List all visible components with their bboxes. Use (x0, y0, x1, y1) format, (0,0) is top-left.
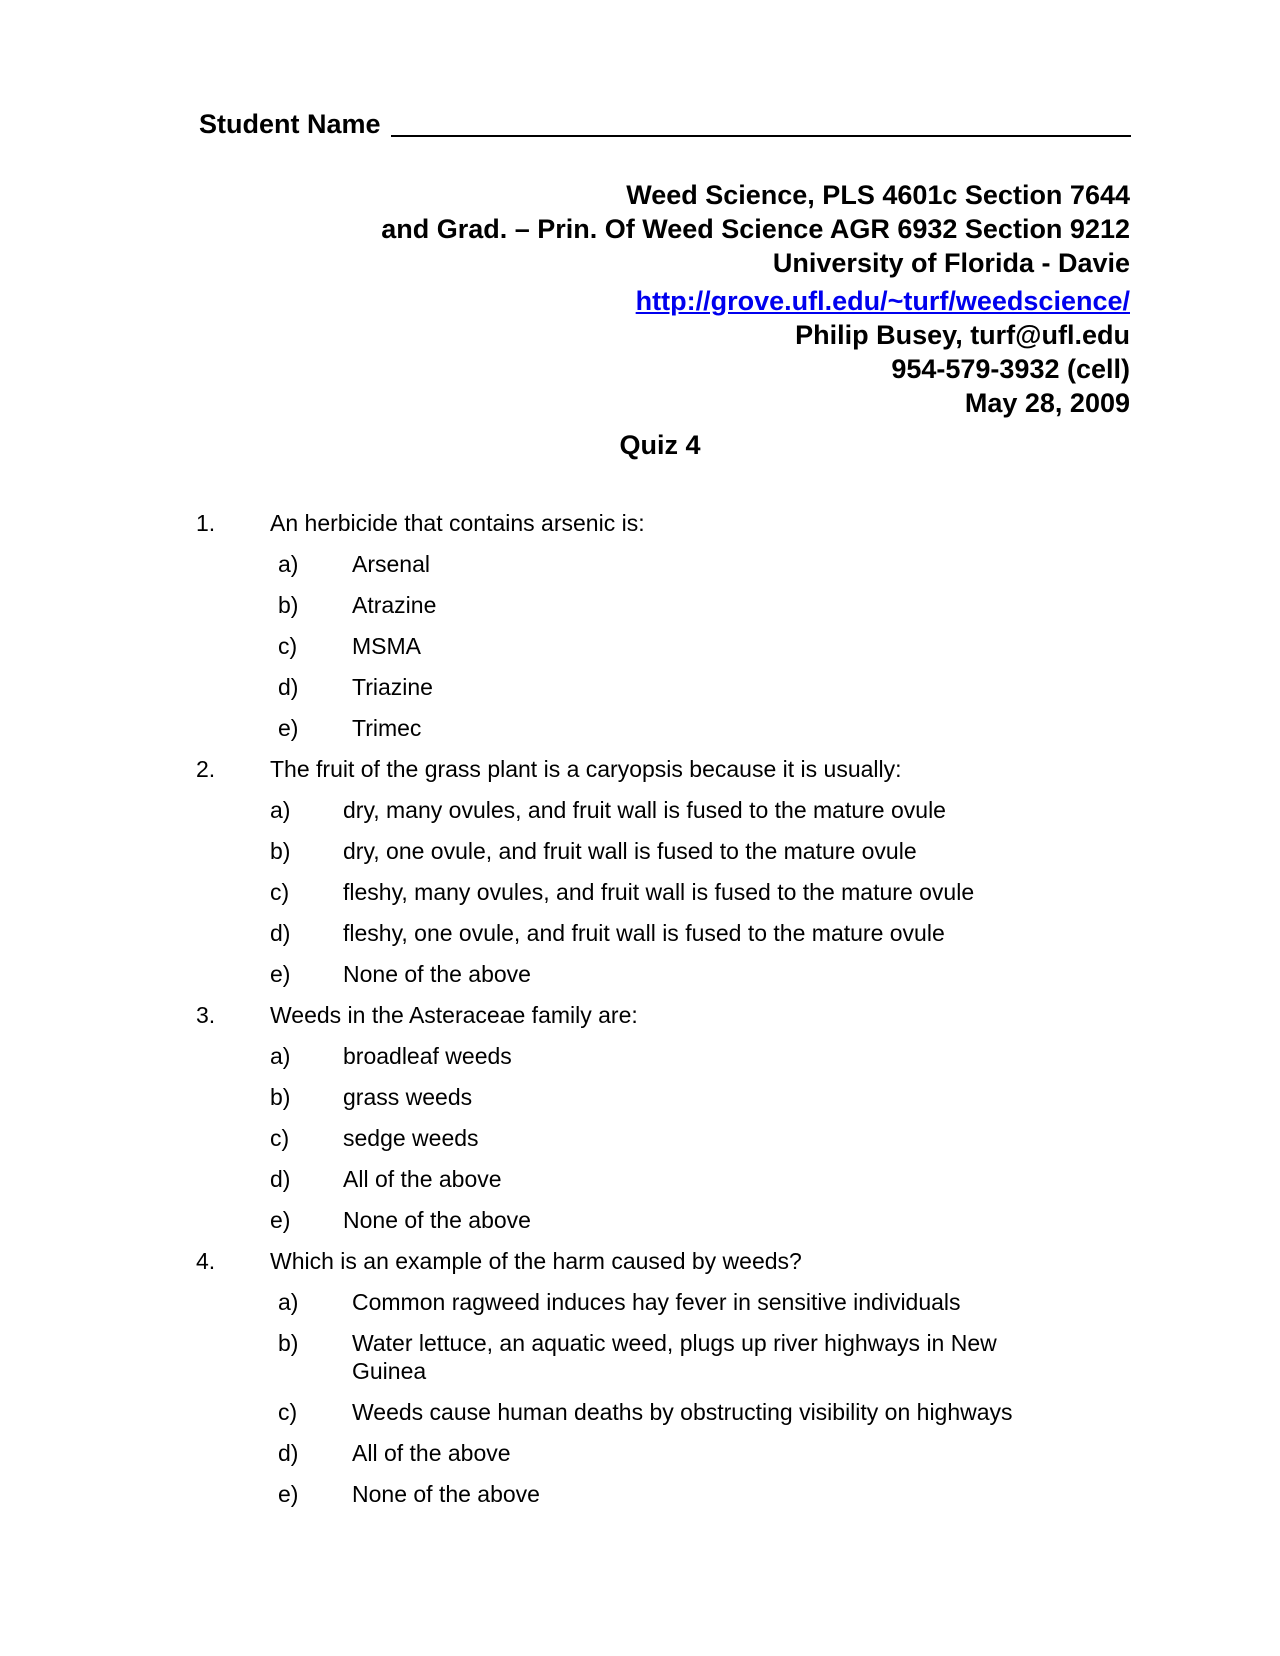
course-title: Weed Science, PLS 4601c Section 7644 (626, 180, 1130, 210)
option-text: None of the above (352, 1481, 540, 1507)
question-number: 3. (196, 1002, 216, 1028)
option-text: broadleaf weeds (343, 1043, 512, 1069)
option-letter: c) (278, 1399, 298, 1425)
question-text: Weeds in the Asteraceae family are: (270, 1002, 638, 1028)
option-letter: b) (270, 1084, 291, 1110)
option-text: Water lettuce, an aquatic weed, plugs up river highways in New Guinea (352, 1330, 997, 1384)
question-text: Which is an example of the harm caused by weeds? (270, 1248, 802, 1274)
option-text: Trimec (352, 715, 422, 741)
option-letter: a) (270, 797, 291, 823)
option-letter: d) (270, 1166, 291, 1192)
option-letter: e) (278, 1481, 299, 1507)
question-number: 1. (196, 510, 216, 536)
option-text: Arsenal (352, 551, 430, 577)
option-letter: d) (278, 1440, 299, 1466)
student-name-field[interactable] (199, 104, 1131, 140)
option-letter: a) (278, 1289, 299, 1315)
option-letter: c) (270, 879, 290, 905)
university-name: University of Florida - Davie (772, 248, 1130, 278)
question-number: 2. (196, 756, 216, 782)
option-letter: d) (278, 674, 299, 700)
option-text: fleshy, many ovules, and fruit wall is fused to the mature ovule (343, 879, 975, 905)
option-letter: a) (270, 1043, 291, 1069)
option-text: None of the above (343, 1207, 531, 1233)
option-text: grass weeds (343, 1084, 473, 1110)
course-header (230, 178, 1130, 420)
grad-course-title: and Grad. – Prin. Of Weed Science AGR 6932 Section 9212 (381, 214, 1130, 244)
option-letter: b) (278, 1330, 299, 1356)
option-letter: c) (278, 633, 298, 659)
question-text: The fruit of the grass plant is a caryopsis because it is usually: (270, 756, 902, 782)
question-text: An herbicide that contains arsenic is: (270, 510, 645, 536)
option-text: All of the above (352, 1440, 511, 1466)
option-text: None of the above (343, 961, 531, 987)
student-name-label: Student Name (199, 109, 381, 139)
course-website-link[interactable]: http://grove.ufl.edu/~turf/weedscience/ (635, 286, 1130, 316)
option-text: Atrazine (352, 592, 437, 618)
option-letter: c) (270, 1125, 290, 1151)
quiz-title: Quiz 4 (619, 430, 701, 460)
option-letter: b) (270, 838, 291, 864)
option-text: Common ragweed induces hay fever in sensitive individuals (352, 1289, 961, 1315)
quiz-date: May 28, 2009 (964, 388, 1130, 418)
option-text: dry, one ovule, and fruit wall is fused to the mature ovule (343, 838, 917, 864)
option-text: Weeds cause human deaths by obstructing visibility on highways (352, 1399, 1013, 1425)
option-letter: e) (270, 961, 291, 987)
option-letter: a) (278, 551, 299, 577)
student-name-underline[interactable] (391, 111, 1131, 137)
option-text: fleshy, one ovule, and fruit wall is fused to the mature ovule (343, 920, 945, 946)
option-letter: d) (270, 920, 291, 946)
option-text: sedge weeds (343, 1125, 479, 1151)
option-text: Triazine (352, 674, 433, 700)
option-text: All of the above (343, 1166, 502, 1192)
instructor-contact: Philip Busey, turf@ufl.edu (795, 320, 1130, 350)
option-text: MSMA (352, 633, 421, 659)
option-letter: e) (270, 1207, 291, 1233)
option-text: dry, many ovules, and fruit wall is fused to the mature ovule (343, 797, 946, 823)
option-letter: b) (278, 592, 299, 618)
option-letter: e) (278, 715, 299, 741)
question-number: 4. (196, 1248, 216, 1274)
instructor-phone: 954-579-3932 (cell) (891, 354, 1130, 384)
